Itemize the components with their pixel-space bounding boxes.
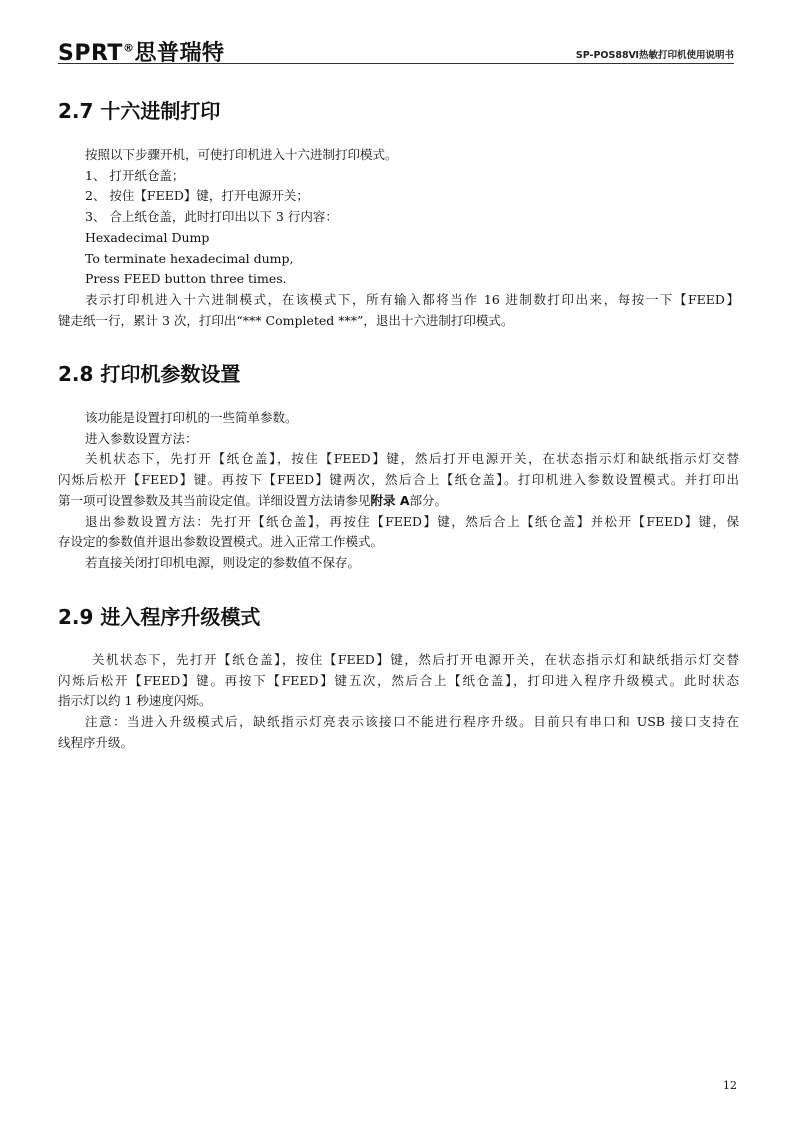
printout-line: Hexadecimal Dump (85, 229, 210, 245)
paragraph-line: 该功能是设置打印机的一些简单参数。 (85, 410, 298, 425)
page-number: 12 (723, 1079, 737, 1092)
section-title-2-8: 2.8 打印机参数设置 (58, 362, 241, 386)
header-divider (58, 63, 734, 64)
page-header (58, 34, 734, 64)
paragraph-line: 线程序升级。 (58, 734, 134, 750)
paragraph-line: 关机状态下，先打开【纸仓盖】，按住【FEED】键，然后打开电源开关，在状态指示灯和缺纸指示灯交替 (92, 652, 739, 667)
paragraph-line: 按照以下步骤开机，可使打印机进入十六进制打印模式。 (85, 147, 398, 162)
brand-logo: SPRT®思普瑞特 (58, 41, 225, 66)
paragraph-line: 退出参数设置方法：先打开【纸仓盖】，再按住【FEED】键，然后合上【纸仓盖】并松开【FEED】键，保 (85, 513, 739, 529)
paragraph-line: 第一项可设置参数及其当前设定值。详细设置方法请参见附录 A部分。 (58, 492, 448, 508)
paragraph-line: 进入参数设置方法： (85, 430, 198, 446)
printout-line: Press FEED button three times. (85, 271, 287, 287)
paragraph-line: 指示灯以约 1 秒速度闪烁。 (58, 693, 212, 709)
appendix-reference: 附录 A (370, 492, 410, 508)
list-item: 1、 打开纸仓盖； (85, 167, 185, 183)
list-item: 2、 按住【FEED】键，打开电源开关； (85, 188, 309, 204)
paragraph-line: 闪烁后松开【FEED】键。再按下【FEED】键五次，然后合上【纸仓盖】，打印进入程序升级模式。此时状态 (58, 672, 739, 688)
paragraph-line: 关机状态下，先打开【纸仓盖】，按住【FEED】键，然后打开电源开关，在状态指示灯和缺纸指示灯交替 (85, 451, 739, 467)
paragraph-line: 表示打印机进入十六进制模式，在该模式下，所有输入都将当作 16 进制数打印出来，每按一下【FEED】 (85, 291, 739, 307)
section-body-2-7 (58, 145, 739, 331)
section-body-2-9 (58, 650, 739, 754)
paragraph-line: 注意：当进入升级模式后，缺纸指示灯亮表示该接口不能进行程序升级。目前只有串口和 USB 接口支持在 (85, 714, 739, 730)
section-title-2-7: 2.7 十六进制打印 (58, 99, 221, 123)
paragraph-line: 键走纸一行，累计 3 次，打印出“*** Completed ***”，退出十六进制打印模式。 (58, 312, 514, 328)
section-title-2-9: 2.9 进入程序升级模式 (58, 605, 261, 629)
paragraph-line: 若直接关闭打印机电源，则设定的参数值不保存。 (85, 554, 361, 570)
paragraph-line: 闪烁后松开【FEED】键。再按下【FEED】键两次，然后合上【纸仓盖】。打印机进入参数设置模式。并打印出 (58, 472, 739, 488)
printout-line: To terminate hexadecimal dump, (85, 250, 294, 266)
list-item: 3、 合上纸仓盖，此时打印出以下 3 行内容： (85, 209, 338, 225)
paragraph-line: 存设定的参数值并退出参数设置模式。进入正常工作模式。 (58, 534, 384, 550)
document-title: SP-POS88Ⅵ热敏打印机使用说明书 (575, 50, 734, 61)
section-body-2-8 (58, 408, 739, 574)
